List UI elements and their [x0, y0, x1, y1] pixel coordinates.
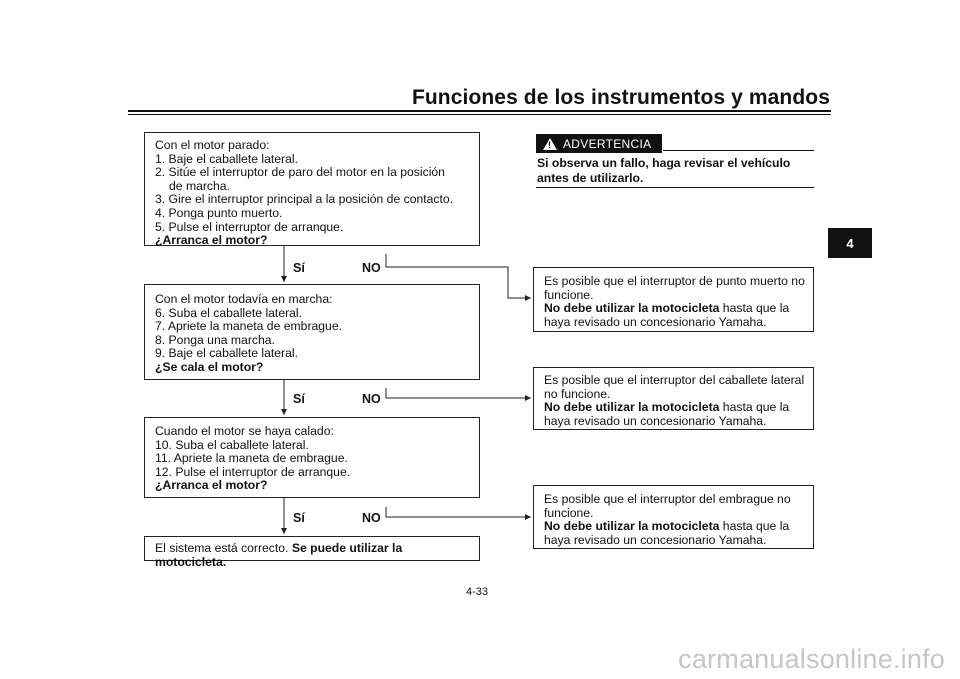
step-line: 6. Suba el caballete lateral. [155, 305, 303, 320]
step-line: 5. Pulse el interruptor de arranque. [155, 219, 344, 234]
warning-rule [663, 150, 814, 151]
result-line [544, 302, 803, 316]
flow-step-3 [144, 417, 480, 498]
result-line [544, 401, 803, 415]
warning-rule-bottom [536, 187, 814, 188]
step-line: Con el motor todavía en marcha: [155, 292, 333, 306]
result-warning-bold: No debe utilizar la motocicleta [544, 301, 720, 316]
no-arrow-2 [386, 388, 531, 398]
flow-final-box [144, 536, 480, 569]
step-line: Con el motor parado: [155, 138, 270, 152]
result-line: funcione. [544, 505, 594, 520]
result-warning-bold: No debe utilizar la motocicleta [544, 400, 720, 415]
result-line-rest: hasta que la [719, 301, 790, 316]
step-line: 10. Suba el caballete lateral. [155, 437, 309, 452]
step-line: 8. Ponga una marcha. [155, 332, 275, 347]
flow-step-1 [144, 132, 480, 246]
step-question: ¿Arranca el motor? [155, 478, 268, 493]
no-label: NO [362, 392, 381, 406]
no-arrow-3 [386, 507, 531, 517]
warning-badge [536, 134, 662, 153]
result-box-neutral-switch [533, 267, 814, 332]
flow-step-2 [144, 284, 480, 380]
result-line: haya revisado un concesionario Yamaha. [544, 314, 767, 329]
warning-label: ADVERTENCIA [563, 136, 652, 151]
step-line: 11. Apriete la maneta de embrague. [155, 451, 348, 466]
result-line-rest: hasta que la [719, 519, 790, 534]
result-warning-bold: No debe utilizar la motocicleta [544, 519, 720, 534]
no-label: NO [362, 261, 381, 275]
step-line: 1. Baje el caballete lateral. [155, 151, 298, 166]
result-box-sidestand-switch [533, 367, 814, 430]
final-text: El sistema está correcto. [155, 541, 292, 555]
yes-label: Sí [293, 511, 305, 525]
warning-line: Si observa un fallo, haga revisar el vehículo [537, 156, 791, 170]
result-line: Es posible que el interruptor del embrague no [544, 492, 791, 506]
result-box-clutch-switch [533, 485, 814, 549]
yes-label: Sí [293, 261, 305, 275]
result-line [544, 520, 803, 534]
step-line: 4. Ponga punto muerto. [155, 205, 283, 220]
yes-label: Sí [293, 392, 305, 406]
warning-triangle-icon: ! [543, 138, 557, 150]
result-line-rest: hasta que la [719, 400, 790, 415]
result-line: haya revisado un concesionario Yamaha. [544, 532, 767, 547]
chapter-tab: 4 [828, 228, 872, 258]
step-question: ¿Arranca el motor? [155, 233, 268, 248]
final-text-bold: Se puede utilizar la motocicleta. [155, 541, 403, 569]
step-line: de marcha. [169, 178, 230, 193]
no-label: NO [362, 511, 381, 525]
result-line: Es posible que el interruptor del caballete lateral [544, 373, 805, 387]
step-line: 9. Baje el caballete lateral. [155, 346, 298, 361]
step-line: Cuando el motor se haya calado: [155, 424, 334, 438]
result-line: no funcione. [544, 386, 611, 401]
result-line: haya revisado un concesionario Yamaha. [544, 413, 767, 428]
step-line: 2. Sitúe el interruptor de paro del motor en la posición [155, 165, 445, 180]
step-line: 12. Pulse el interruptor de arranque. [155, 464, 351, 479]
page-number: 4-33 [466, 586, 489, 598]
warning-text [537, 156, 813, 186]
result-line: funcione. [544, 287, 594, 302]
result-line: Es posible que el interruptor de punto muerto no [544, 274, 805, 288]
warning-line: antes de utilizarlo. [537, 171, 644, 185]
step-line: 3. Gire el interruptor principal a la posición de contacto. [155, 192, 454, 207]
page-title: Funciones de los instrumentos y mandos [411, 86, 830, 109]
step-line: 7. Apriete la maneta de embrague. [155, 319, 342, 334]
watermark: carmanualsonline.info [678, 644, 945, 674]
step-question: ¿Se cala el motor? [155, 359, 264, 374]
